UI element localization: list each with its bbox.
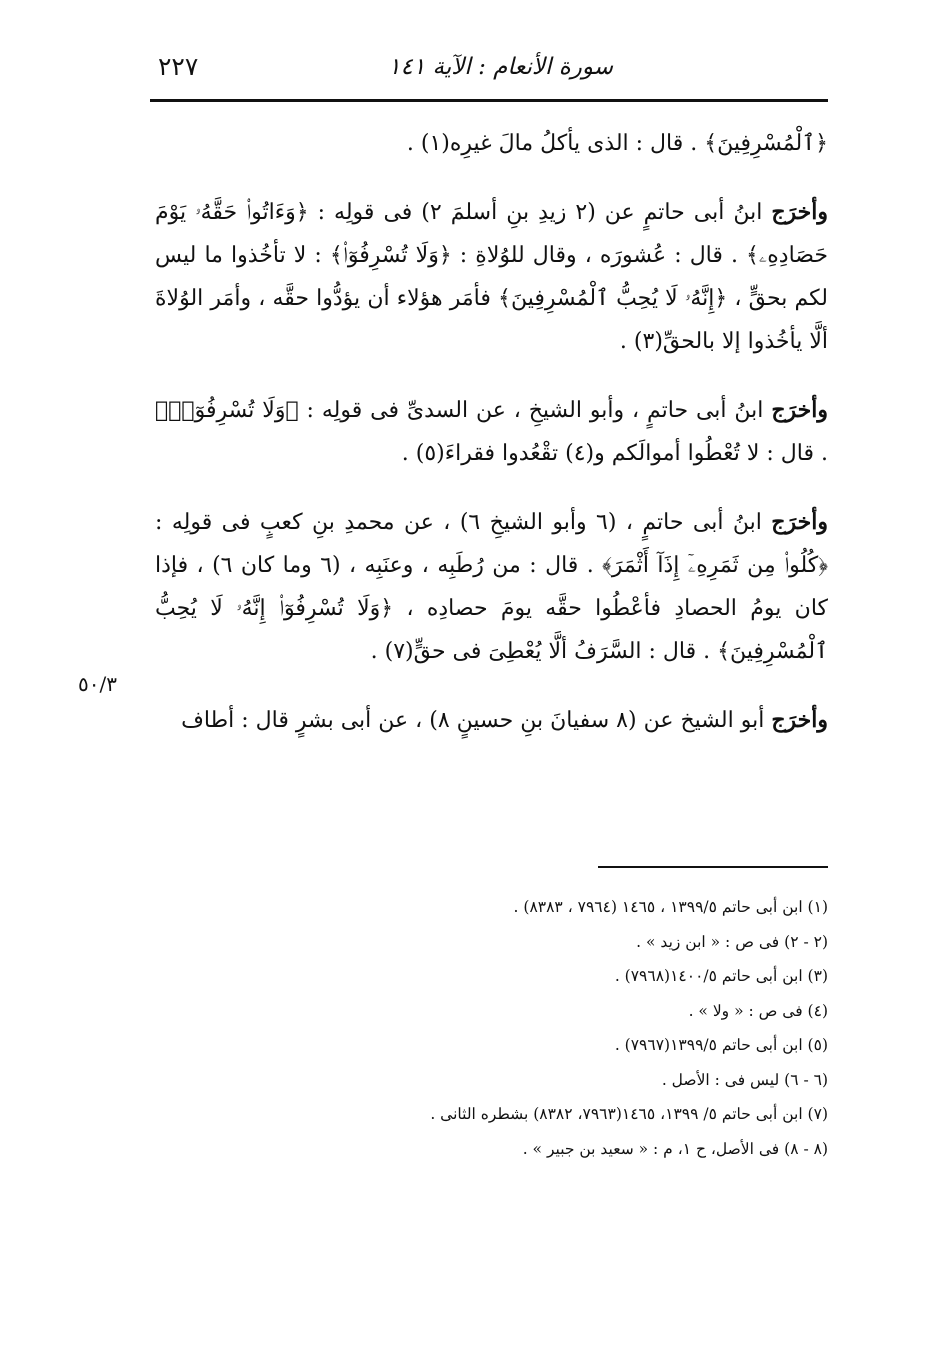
footnote: (٢ - ٢) فى ص : « ابن زيد » . xyxy=(636,932,828,951)
main-text xyxy=(155,122,828,768)
paragraph-text: ابنُ أبى حاتمٍ ، وأبو الشيخِ ، عن السدىِّ فى قولِه : ﴿وَلَا تُسْرِفُوٓا۟﴾ . قال : لا تُعْطُوا أموالَكم و(٤) تقْعُدوا فقراءَ(٥) . xyxy=(155,398,828,466)
paragraph xyxy=(155,699,828,742)
footnote: (٧) ابن أبى حاتم ٥/ ١٣٩٩، ١٤٦٥(٧٩٦٣، ٨٣٨٢) بشطره الثانى . xyxy=(430,1105,828,1123)
margin-reference: ٥٠/٣ xyxy=(78,672,117,696)
header-divider xyxy=(150,99,828,102)
paragraph-text: أبو الشيخ عن (٨ سفيانَ بنِ حسينٍ ٨) ، عن أبى بشرٍ قال : أطاف xyxy=(181,708,772,733)
footnote: (١) ابن أبى حاتم ١٣٩٩/٥ ، ١٤٦٥ (٧٩٦٤ ، ٨٣٨٣) . xyxy=(513,898,828,916)
page-number: ٢٢٧ xyxy=(158,52,199,81)
footnote-divider xyxy=(598,866,828,868)
paragraph-lead: وأخرَج xyxy=(771,397,828,423)
paragraph xyxy=(155,501,828,673)
paragraph xyxy=(155,191,828,363)
paragraph xyxy=(155,389,828,475)
paragraph-lead: وأخرَج xyxy=(771,707,828,733)
footnote: (٣) ابن أبى حاتم ١٤٠٠/٥(٧٩٦٨) . xyxy=(614,967,828,985)
footnote: (٦ - ٦) ليس فى : الأصل . xyxy=(661,1070,828,1089)
paragraph-text: ابنُ أبى حاتمٍ ، (٦ وأبو الشيخِ ٦) ، عن محمدِ بنِ كعبٍ فى قولِه : ﴿كُلُوا۟ مِن ثَمَرِهِۦٓ إِذَآ أَثْمَرَ﴾ . قال : من رُطَبِه ، وعنَبِه ، (٦ وما كان ٦) ، فإذا كان يومُ الحصادِ فأعْطُوا حقَّه يومَ حصادِه ، ﴿وَلَا تُسْرِفُوٓا۟ إِنَّهُۥ لَا يُحِبُّ ٱلْمُسْرِفِينَ﴾ . قال : السَّرَفُ ألَّا يُعْطِىَ فى حقٍّ(٧) . xyxy=(155,510,828,664)
paragraph xyxy=(155,122,828,165)
paragraph-lead: وأخرَج xyxy=(771,509,828,535)
paragraph-text: ﴿ٱلْمُسْرِفِينَ﴾ . قال : الذى يأكلُ مالَ غيرِه(١) . xyxy=(406,131,828,156)
page-header xyxy=(150,50,828,94)
running-title: سورة الأنعام : الآية ١٤١ xyxy=(388,54,613,80)
paragraph-text: ابنُ أبى حاتمٍ عن (٢ زيدِ بنِ أسلمَ ٢) فى قولِه : ﴿وَءَاتُوا۟ حَقَّهُۥ يَوْمَ حَصَادِهِۦ﴾ . قال : عُشورَه ، وقال للوُلاةِ : ﴿وَلَا تُسْرِفُوٓا۟﴾ : لا تأخُذوا ما ليس لكم بحقٍّ ، ﴿إِنَّهُۥ لَا يُحِبُّ ٱلْمُسْرِفِينَ﴾ فأمَر هؤلاء أن يؤدُّوا حقَّه ، وأمَر الوُلاةَ ألَّا يأخُذوا إلا بالحقِّ(٣) . xyxy=(155,200,828,354)
paragraph-lead: وأخرَج xyxy=(771,199,828,225)
footnote: (٤) فى ص : « ولا » . xyxy=(688,1001,828,1020)
footnote: (٥) ابن أبى حاتم ١٣٩٩/٥(٧٩٦٧) . xyxy=(614,1036,828,1054)
footnotes-list xyxy=(220,890,828,1166)
footnote: (٨ - ٨) فى الأصل، ح ١، م : « سعيد بن جبير » . xyxy=(522,1139,828,1158)
